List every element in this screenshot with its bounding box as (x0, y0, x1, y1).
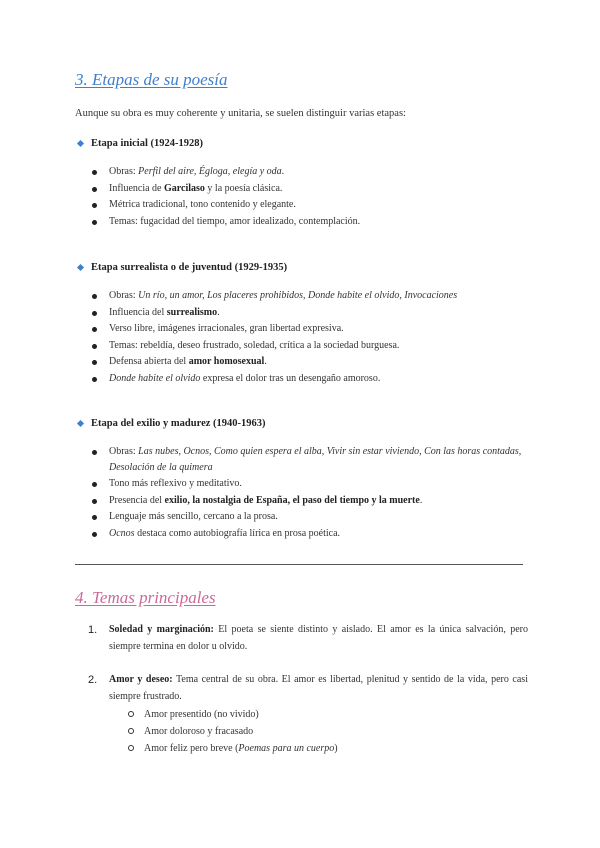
list-item: Temas: rebeldía, deseo frustrado, soledad, crítica a la sociedad burguesa. (92, 338, 532, 355)
bullet-icon (92, 532, 97, 537)
bullet-icon (92, 377, 97, 382)
stage-heading-text: Etapa del exilio y madurez (1940-1963) (91, 418, 266, 429)
love-subtypes-list (128, 706, 338, 757)
sub-list-item: Amor doloroso y fracasado (128, 723, 338, 740)
stage-heading-text: Etapa inicial (1924-1928) (91, 138, 203, 149)
section-4-title: 4. Temas principales (75, 588, 216, 607)
bullet-icon (92, 294, 97, 299)
circle-bullet-icon (128, 711, 134, 717)
numbered-item-2 (88, 672, 528, 705)
item-text: Soledad y marginación: El poeta se siente distinto y aislado. El amor es la única salvación, pero siempre termina en dolor u olvido. (109, 624, 528, 652)
item-text: Amor y deseo: Tema central de su obra. El amor es libertad, plenitud y sentido de la vida, pero casi siempre frustrado. (109, 674, 528, 702)
list-item: Ocnos destaca como autobiografía lírica en prosa poética. (92, 526, 532, 543)
bullet-icon (92, 170, 97, 175)
list-item: Lenguaje más sencillo, cercano a la prosa. (92, 509, 532, 526)
item-number: 2. (88, 674, 98, 686)
bullet-icon (92, 515, 97, 520)
numbered-item-1 (88, 622, 528, 655)
bullet-icon (92, 360, 97, 365)
bullet-icon (92, 187, 97, 192)
bullet-icon (92, 482, 97, 487)
list-item: Presencia del exilio, la nostalgia de España, el paso del tiempo y la muerte. (92, 493, 532, 510)
bullet-icon (92, 450, 97, 455)
list-item: Verso libre, imágenes irracionales, gran libertad expresiva. (92, 321, 532, 338)
list-item: Influencia del surrealismo. (92, 305, 532, 322)
diamond-bullet-icon (77, 264, 84, 271)
list-item: Defensa abierta del amor homosexual. (92, 354, 532, 371)
list-item: Métrica tradicional, tono contenido y elegante. (92, 197, 532, 214)
list-item: Obras: Las nubes, Ocnos, Como quien espera el alba, Vivir sin estar viviendo, Con las horas contadas, Desolación de la quimera (92, 444, 532, 476)
stage-heading-text: Etapa surrealista o de juventud (1929-1935) (91, 262, 288, 273)
bullet-icon (92, 203, 97, 208)
stage-exile-list (92, 444, 532, 542)
bullet-icon (92, 220, 97, 225)
bullet-icon (92, 311, 97, 316)
stage-heading-initial (75, 138, 203, 149)
list-item: Donde habite el olvido expresa el dolor tras un desengaño amoroso. (92, 371, 532, 388)
circle-bullet-icon (128, 728, 134, 734)
list-item: Obras: Perfil del aire, Égloga, elegía y oda. (92, 164, 532, 181)
stage-initial-list (92, 164, 532, 230)
item-number: 1. (88, 624, 98, 636)
diamond-bullet-icon (77, 420, 84, 427)
list-item: Obras: Un río, un amor, Los placeres prohibidos, Donde habite el olvido, Invocaciones (92, 288, 532, 305)
list-item: Tono más reflexivo y meditativo. (92, 476, 532, 493)
stage-heading-surrealist (75, 262, 287, 273)
list-item: Influencia de Garcilaso y la poesía clásica. (92, 181, 532, 198)
horizontal-divider (75, 564, 523, 565)
stage-heading-exile (75, 418, 266, 429)
bullet-icon (92, 499, 97, 504)
bullet-icon (92, 344, 97, 349)
diamond-bullet-icon (77, 140, 84, 147)
sub-list-item: Amor feliz pero breve (Poemas para un cuerpo) (128, 740, 338, 757)
sub-list-item: Amor presentido (no vivido) (128, 706, 338, 723)
section-3-title: 3. Etapas de su poesía (75, 70, 228, 89)
list-item: Temas: fugacidad del tiempo, amor idealizado, contemplación. (92, 214, 532, 231)
stage-surrealist-list (92, 288, 532, 387)
section-3-intro: Aunque su obra es muy coherente y unitaria, se suelen distinguir varias etapas: (75, 108, 406, 119)
circle-bullet-icon (128, 745, 134, 751)
bullet-icon (92, 327, 97, 332)
